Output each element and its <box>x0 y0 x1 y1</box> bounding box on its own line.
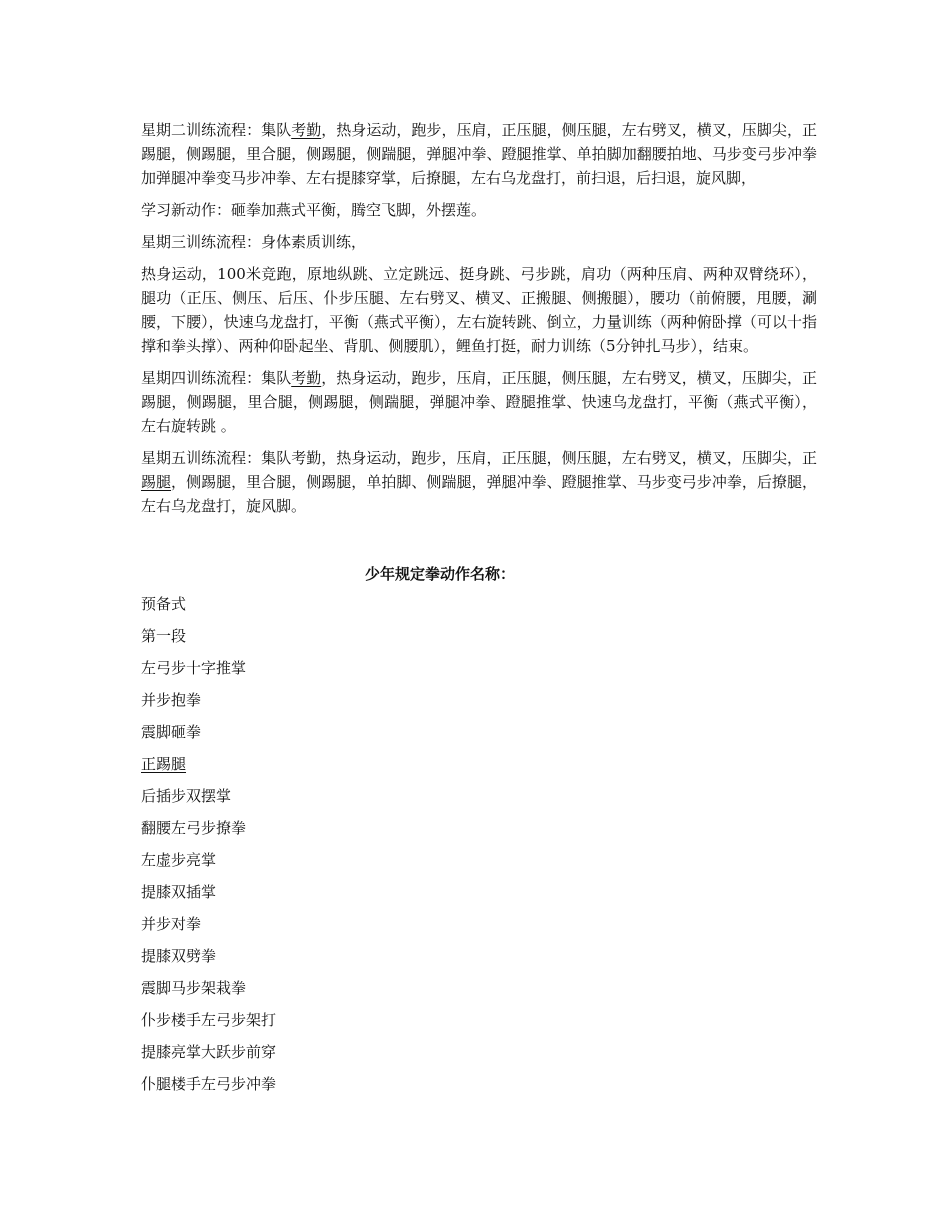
training-schedule <box>141 118 817 526</box>
training-paragraph <box>141 230 817 254</box>
move-name-text: 并步抱拳 <box>141 691 202 709</box>
move-name-item <box>141 688 276 720</box>
paragraph-text: 热身运动，100米竞跑，原地纵跳、立定跳远、挺身跳、弓步跳，肩功（两种压肩、两种双臂绕环），腿功（正压、侧压、后压、仆步压腿、左右劈叉、横叉、正搬腿、侧搬腿），腰功（前俯腰，甩腰，涮腰，下腰），快速乌龙盘打，平衡（燕式平衡），左右旋转跳、倒立，力量训练（两种俯卧撑（可以十指撑和拳头撑）、两种仰卧起坐、背肌、侧腰肌），鲤鱼打挺，耐力训练（5分钟扎马步），结束。 <box>141 265 817 355</box>
move-name-text: 左弓步十字推掌 <box>141 659 247 677</box>
underlined-text: 考勤 <box>291 369 322 387</box>
section-title: 少年规定拳动作名称： <box>364 565 515 583</box>
move-name-item <box>141 1008 276 1040</box>
move-name-item <box>141 752 276 784</box>
paragraph-text: 星期二训练流程：集队 <box>141 121 292 139</box>
move-name-text: 震脚马步架栽拳 <box>141 979 247 997</box>
underlined-text: 踢腿 <box>141 473 172 491</box>
move-name-item <box>141 656 276 688</box>
training-paragraph <box>141 366 817 438</box>
move-name-text: 仆步楼手左弓步架打 <box>141 1011 277 1029</box>
move-name-text: 并步对拳 <box>141 915 202 933</box>
move-name-item <box>141 912 276 944</box>
paragraph-text: 星期三训练流程：身体素质训练， <box>141 233 367 251</box>
move-name-item <box>141 1072 276 1104</box>
move-name-list <box>141 592 276 1104</box>
underlined-text: 考勤 <box>291 121 322 139</box>
move-name-text: 预备式 <box>141 595 187 613</box>
move-name-item <box>141 1040 276 1072</box>
training-paragraph <box>141 198 817 222</box>
paragraph-text: ，热身运动，跑步，压肩，正压腿，侧压腿，左右劈叉，横叉，压脚尖，正踢腿，侧踢腿，里合腿，侧踢腿，侧踹腿，弹腿冲拳、蹬腿推掌、快速乌龙盘打，平衡（燕式平衡），左右旋转跳 。 <box>141 369 817 435</box>
training-paragraph <box>141 118 817 190</box>
move-name-text: 正踢腿 <box>141 755 187 773</box>
move-name-item <box>141 720 276 752</box>
move-name-text: 翻腰左弓步撩拳 <box>141 819 247 837</box>
move-name-text: 仆腿楼手左弓步冲拳 <box>141 1075 277 1093</box>
move-name-text: 左虚步亮掌 <box>141 851 217 869</box>
move-name-text: 提膝双插掌 <box>141 883 217 901</box>
move-name-item <box>141 976 276 1008</box>
move-name-item <box>141 816 276 848</box>
move-name-item <box>141 880 276 912</box>
move-name-text: 第一段 <box>141 627 187 645</box>
move-name-item <box>141 784 276 816</box>
move-name-text: 后插步双摆掌 <box>141 787 232 805</box>
move-name-item <box>141 944 276 976</box>
paragraph-text: 星期四训练流程：集队 <box>141 369 292 387</box>
move-name-item <box>141 592 276 624</box>
paragraph-text: ，侧踢腿，里合腿，侧踢腿，单拍脚、侧踹腿，弹腿冲拳、蹬腿推掌、马步变弓步冲拳，后撩腿，左右乌龙盘打，旋风脚。 <box>141 473 817 515</box>
training-paragraph <box>141 262 817 358</box>
paragraph-text: 学习新动作：砸拳加燕式平衡，腾空飞脚，外摆莲。 <box>141 201 487 219</box>
move-name-item <box>141 848 276 880</box>
paragraph-text: 星期五训练流程：集队考勤，热身运动，跑步，压肩，正压腿，侧压腿，左右劈叉，横叉，压脚尖，正 <box>141 449 817 467</box>
move-name-item <box>141 624 276 656</box>
move-name-text: 震脚砸拳 <box>141 723 202 741</box>
move-name-text: 提膝双劈拳 <box>141 947 217 965</box>
move-name-text: 提膝亮掌大跃步前穿 <box>141 1043 277 1061</box>
training-paragraph <box>141 446 817 518</box>
paragraph-text: ，热身运动，跑步，压肩，正压腿，侧压腿，左右劈叉，横叉，压脚尖，正踢腿，侧踢腿，里合腿，侧踢腿，侧踹腿，弹腿冲拳、蹬腿推掌、单拍脚加翻腰拍地、马步变弓步冲拳加弹腿冲拳变马步冲拳、左右提膝穿掌，后撩腿，左右乌龙盘打，前扫退，后扫退，旋风脚， <box>141 121 817 187</box>
